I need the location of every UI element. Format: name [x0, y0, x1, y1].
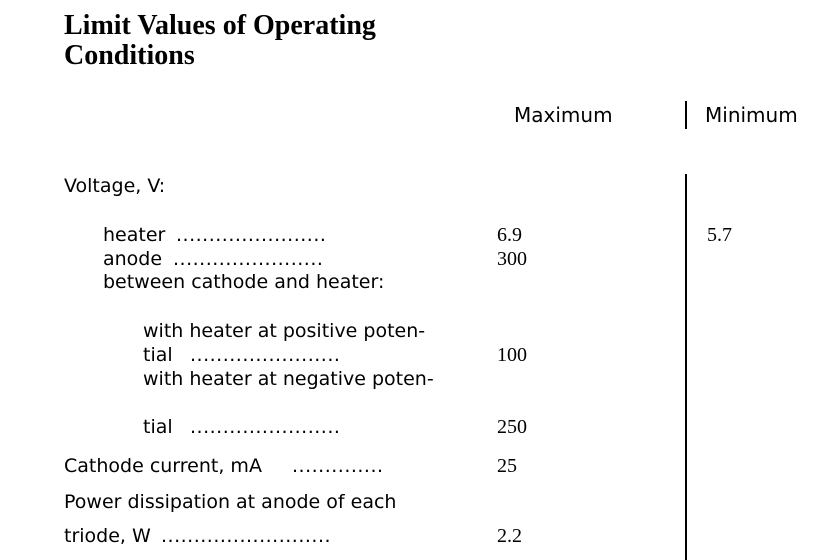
row-label-cathode-heater: between cathode and heater: — [103, 271, 385, 293]
value-max-positive: 100 — [497, 344, 527, 366]
row-label-positive: with heater at positive poten- — [143, 320, 426, 342]
row-label-voltage: Voltage, V: — [64, 175, 166, 197]
row-label-tial-positive: tial — [143, 344, 173, 366]
dot-leader: ....................... — [176, 224, 327, 246]
title-line-1: Limit Values of Operating — [64, 10, 376, 41]
dot-leader: .......................... — [161, 525, 332, 547]
dot-leader: ....................... — [190, 344, 341, 366]
value-max-negative: 250 — [497, 416, 527, 438]
minimum-value-box — [685, 223, 699, 246]
dot-leader: ....................... — [190, 416, 341, 438]
column-header-minimum: Minimum — [705, 103, 798, 127]
value-max-anode: 300 — [497, 248, 527, 270]
dot-leader: ....................... — [173, 248, 324, 270]
value-max-power: 2.2 — [497, 525, 522, 547]
row-label-anode: anode — [103, 248, 163, 270]
dot-leader: .............. — [292, 455, 384, 477]
column-header-maximum: Maximum — [514, 103, 613, 127]
value-max-cathode-current: 25 — [497, 455, 517, 477]
row-label-negative: with heater at negative poten- — [143, 368, 434, 390]
row-label-cathode-current: Cathode current, mA — [64, 455, 262, 477]
row-label-tial-negative: tial — [143, 416, 173, 438]
row-label-heater: heater — [103, 224, 166, 246]
title-line-2: Conditions — [64, 40, 195, 71]
row-label-power: Power dissipation at anode of each — [64, 491, 397, 513]
page-title — [64, 11, 376, 71]
header-column-divider — [685, 101, 687, 129]
row-label-triode: triode, W — [64, 525, 151, 547]
value-max-heater: 6.9 — [497, 224, 522, 246]
value-min-heater: 5.7 — [707, 224, 732, 246]
